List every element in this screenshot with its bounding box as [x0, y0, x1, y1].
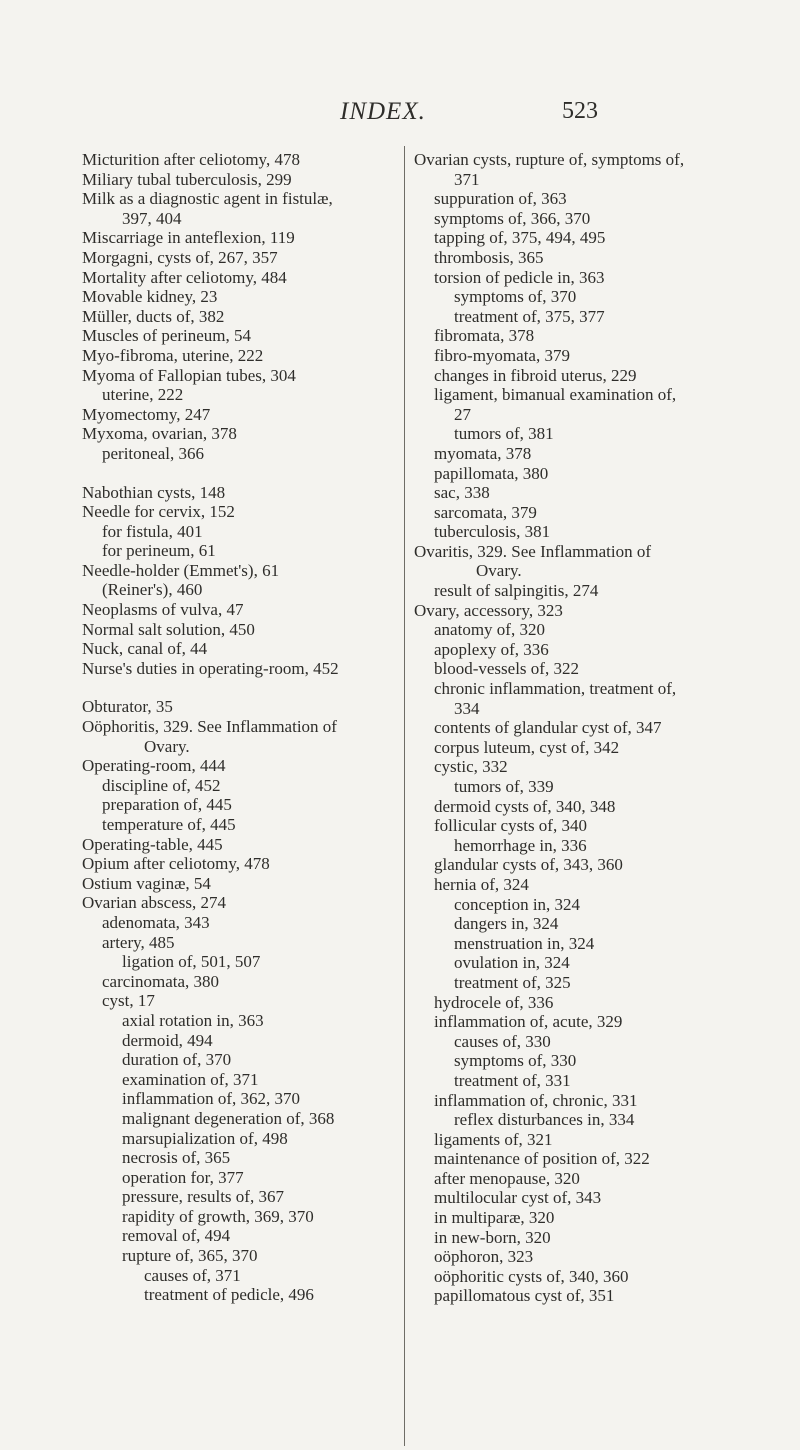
index-entry: Myxoma, ovarian, 378: [82, 424, 237, 444]
index-subentry: 27: [454, 404, 471, 424]
index-subentry: Ovary.: [476, 561, 522, 581]
running-head: INDEX.: [340, 98, 426, 125]
index-subentry: myomata, 378: [434, 443, 532, 463]
index-subentry: hydrocele of, 336: [434, 992, 554, 1012]
index-subentry: treatment of pedicle, 496: [144, 1285, 314, 1305]
index-entry: Movable kidney, 23: [82, 287, 218, 307]
index-subentry: maintenance of position of, 322: [434, 1149, 650, 1169]
index-entry: Ovarian abscess, 274: [82, 893, 226, 913]
index-entry: Neoplasms of vulva, 47: [82, 600, 244, 620]
index-subentry: peritoneal, 366: [102, 443, 204, 463]
index-subentry: inflammation of, 362, 370: [122, 1089, 301, 1109]
index-subentry: in new-born, 320: [434, 1227, 551, 1247]
index-subentry: for perineum, 61: [102, 541, 216, 561]
index-subentry: anatomy of, 320: [434, 620, 545, 640]
index-subentry: after menopause, 320: [434, 1168, 580, 1188]
index-subentry: dangers in, 324: [454, 914, 559, 934]
index-subentry: examination of, 371: [122, 1069, 259, 1089]
index-subentry: papillomata, 380: [434, 463, 549, 483]
index-subentry: hernia of, 324: [434, 874, 529, 894]
index-subentry: ligament, bimanual examination of,: [434, 385, 677, 405]
index-subentry: suppuration of, 363: [434, 189, 567, 209]
index-subentry: symptoms of, 330: [454, 1051, 577, 1071]
section-gap: [82, 464, 402, 483]
index-entry: Obturator, 35: [82, 697, 173, 717]
index-subentry: discipline of, 452: [102, 775, 221, 795]
index-subentry: fibro-myomata, 379: [434, 345, 570, 365]
index-subentry: in multiparæ, 320: [434, 1208, 555, 1228]
index-subentry: treatment of, 325: [454, 972, 571, 992]
index-subentry: dermoid cysts of, 340, 348: [434, 796, 616, 816]
index-subentry: symptoms of, 370: [454, 287, 577, 307]
index-subentry: tumors of, 339: [454, 777, 554, 796]
index-subentry: artery, 485: [102, 932, 175, 952]
index-subentry: tumors of, 381: [454, 424, 554, 444]
index-subentry: operation for, 377: [122, 1167, 244, 1187]
index-subentry: tapping of, 375, 494, 495: [434, 228, 606, 248]
index-column-left: [82, 150, 402, 1305]
index-subentry: removal of, 494: [122, 1226, 231, 1246]
index-subentry: tuberculosis, 381: [434, 522, 551, 542]
index-subentry: corpus luteum, cyst of, 342: [434, 737, 620, 757]
index-entry: Miscarriage in anteflexion, 119: [82, 228, 295, 248]
column-divider: [404, 146, 405, 1446]
index-subentry: blood-vessels of, 322: [434, 659, 579, 679]
index-subentry: cyst, 17: [102, 991, 155, 1011]
index-subentry: follicular cysts of, 340: [434, 816, 587, 836]
index-subentry: fibromata, 378: [434, 326, 535, 346]
index-subentry: 397, 404: [122, 208, 182, 228]
index-subentry: hemorrhage in, 336: [454, 835, 587, 855]
index-subentry: pressure, results of, 367: [122, 1187, 284, 1207]
index-entry: Nurse's duties in operating-room, 452: [82, 658, 339, 678]
index-entry: Needle-holder (Emmet's), 61: [82, 560, 280, 580]
index-entry: Myoma of Fallopian tubes, 304: [82, 365, 296, 385]
index-subentry: changes in fibroid uterus, 229: [434, 365, 637, 385]
index-subentry: sac, 338: [434, 483, 490, 503]
index-entry: Morgagni, cysts of, 267, 357: [82, 247, 278, 267]
index-entry: Oöphoritis, 329. See Inflammation of: [82, 717, 337, 737]
index-subentry: ovulation in, 324: [454, 953, 570, 973]
index-subentry: ligaments of, 321: [434, 1129, 553, 1149]
index-subentry: result of salpingitis, 274: [434, 581, 599, 601]
index-subentry: axial rotation in, 363: [122, 1010, 264, 1030]
index-subentry: menstruation in, 324: [454, 933, 595, 953]
index-entry: Myo-fibroma, uterine, 222: [82, 345, 264, 365]
index-subentry: ligation of, 501, 507: [122, 952, 261, 972]
index-entry: Ovarian cysts, rupture of, symptoms of,: [414, 150, 685, 169]
index-subentry: for fistula, 401: [102, 521, 203, 541]
index-entry: Operating-room, 444: [82, 756, 226, 776]
index-entry: Needle for cervix, 152: [82, 502, 235, 522]
index-subentry: carcinomata, 380: [102, 971, 220, 991]
index-subentry: symptoms of, 366, 370: [434, 208, 591, 228]
index-subentry: sarcomata, 379: [434, 502, 537, 522]
index-subentry: apoplexy of, 336: [434, 639, 549, 659]
index-entry: Operating-table, 445: [82, 834, 223, 854]
index-subentry: rapidity of growth, 369, 370: [122, 1206, 314, 1226]
index-subentry: papillomatous cyst of, 351: [434, 1286, 615, 1306]
index-subentry: 371: [454, 169, 480, 189]
index-entry: Ostium vaginæ, 54: [82, 873, 211, 893]
index-subentry: oöphoron, 323: [434, 1247, 534, 1267]
index-entry: Micturition after celiotomy, 478: [82, 150, 300, 169]
page-number: 523: [562, 98, 598, 124]
index-subentry: cystic, 332: [434, 757, 508, 777]
index-subentry: 334: [454, 698, 480, 718]
index-subentry: treatment of, 375, 377: [454, 306, 605, 326]
index-subentry: multilocular cyst of, 343: [434, 1188, 602, 1208]
index-subentry: causes of, 371: [144, 1265, 241, 1285]
index-entry: Miliary tubal tuberculosis, 299: [82, 169, 292, 189]
index-subentry: inflammation of, chronic, 331: [434, 1090, 638, 1110]
index-entry: Normal salt solution, 450: [82, 619, 255, 639]
index-subentry: contents of glandular cyst of, 347: [434, 718, 662, 738]
index-column-right: [414, 150, 754, 1306]
index-subentry: inflammation of, acute, 329: [434, 1012, 623, 1032]
index-subentry: oöphoritic cysts of, 340, 360: [434, 1266, 629, 1286]
index-entry: Mortality after celiotomy, 484: [82, 267, 287, 287]
index-subentry: torsion of pedicle in, 363: [434, 267, 605, 287]
index-entry: Nabothian cysts, 148: [82, 482, 226, 502]
index-subentry: conception in, 324: [454, 894, 581, 914]
index-subentry: rupture of, 365, 370: [122, 1246, 258, 1266]
index-subentry: chronic inflammation, treatment of,: [434, 679, 677, 699]
index-subentry: necrosis of, 365: [122, 1148, 231, 1168]
index-entry: Ovaritis, 329. See Inflammation of: [414, 541, 652, 561]
section-gap: [82, 678, 402, 697]
index-subentry: preparation of, 445: [102, 795, 232, 815]
index-subentry: (Reiner's), 460: [102, 580, 203, 600]
index-entry: Nuck, canal of, 44: [82, 639, 208, 659]
index-subentry: Ovary.: [144, 736, 190, 756]
index-subentry: temperature of, 445: [102, 815, 236, 834]
index-subentry: malignant degeneration of, 368: [122, 1108, 335, 1128]
index-entry: Müller, ducts of, 382: [82, 306, 225, 326]
index-entry: Muscles of perineum, 54: [82, 326, 252, 346]
index-subentry: reflex disturbances in, 334: [454, 1110, 635, 1130]
index-entry: Ovary, accessory, 323: [414, 600, 563, 620]
index-entry: Myomectomy, 247: [82, 404, 211, 424]
index-subentry: dermoid, 494: [122, 1030, 213, 1050]
index-subentry: treatment of, 331: [454, 1070, 571, 1090]
index-entry: Milk as a diagnostic agent in fistulæ,: [82, 189, 333, 209]
index-subentry: marsupialization of, 498: [122, 1128, 288, 1148]
index-subentry: duration of, 370: [122, 1050, 232, 1070]
index-subentry: glandular cysts of, 343, 360: [434, 855, 623, 875]
index-subentry: adenomata, 343: [102, 912, 210, 932]
index-subentry: causes of, 330: [454, 1031, 551, 1051]
index-subentry: thrombosis, 365: [434, 247, 544, 267]
index-subentry: uterine, 222: [102, 385, 184, 405]
index-entry: Opium after celiotomy, 478: [82, 854, 270, 874]
